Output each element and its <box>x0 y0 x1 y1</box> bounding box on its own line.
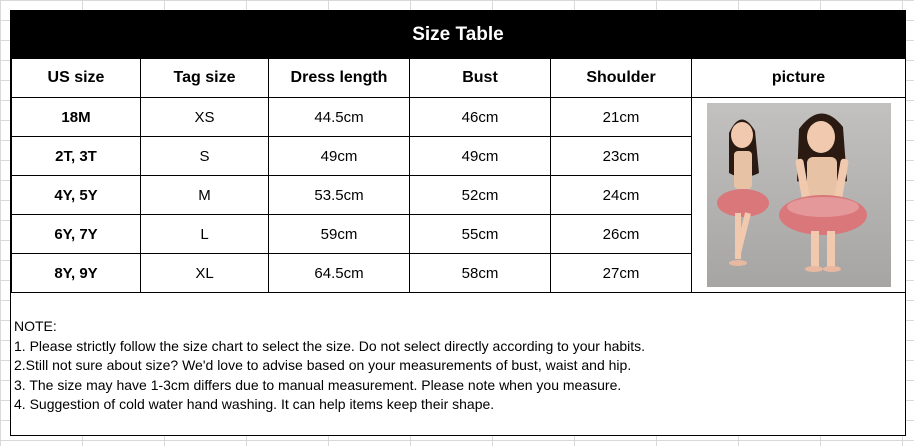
notes-section <box>14 317 645 415</box>
bust-cell: 55cm <box>410 215 551 254</box>
dress-length-cell: 44.5cm <box>269 98 410 137</box>
shoulder-cell: 21cm <box>551 98 692 137</box>
header-bust: Bust <box>410 59 551 98</box>
us-size-cell: 4Y, 5Y <box>12 176 141 215</box>
dress-length-cell: 49cm <box>269 137 410 176</box>
shoulder-cell: 26cm <box>551 215 692 254</box>
tag-size-cell: L <box>141 215 269 254</box>
bust-cell: 46cm <box>410 98 551 137</box>
note-item: 3. The size may have 1-3cm differs due to manual measurement. Please note when you measure. <box>14 376 622 393</box>
header-shoulder: Shoulder <box>551 59 692 98</box>
bust-cell: 52cm <box>410 176 551 215</box>
bust-cell: 49cm <box>410 137 551 176</box>
shoulder-cell: 23cm <box>551 137 692 176</box>
dress-length-cell: 53.5cm <box>269 176 410 215</box>
size-table-sheet <box>10 10 906 436</box>
dress-length-cell: 64.5cm <box>269 254 410 293</box>
table-title: Size Table <box>11 11 905 58</box>
table-row <box>12 98 906 137</box>
header-row <box>12 59 906 98</box>
header-tag-size: Tag size <box>141 59 269 98</box>
shoulder-cell: 24cm <box>551 176 692 215</box>
us-size-cell: 18M <box>12 98 141 137</box>
shoulder-cell: 27cm <box>551 254 692 293</box>
product-photo <box>707 103 891 287</box>
tag-size-cell: S <box>141 137 269 176</box>
bust-cell: 58cm <box>410 254 551 293</box>
picture-cell <box>692 98 906 293</box>
us-size-cell: 8Y, 9Y <box>12 254 141 293</box>
dress-length-cell: 59cm <box>269 215 410 254</box>
us-size-cell: 6Y, 7Y <box>12 215 141 254</box>
header-us-size: US size <box>12 59 141 98</box>
header-picture: picture <box>692 59 906 98</box>
note-item: 2.Still not sure about size? We'd love to advise based on your measurements of bust, waist and hip. <box>14 357 632 373</box>
header-dress-length: Dress length <box>269 59 410 98</box>
note-item: 4. Suggestion of cold water hand washing. It can help items keep their shape. <box>14 396 495 412</box>
tag-size-cell: M <box>141 176 269 215</box>
tag-size-cell: XL <box>141 254 269 293</box>
notes-heading: NOTE: <box>14 318 57 334</box>
us-size-cell: 2T, 3T <box>12 137 141 176</box>
size-table <box>11 58 906 293</box>
note-item: 1. Please strictly follow the size chart to select the size. Do not select directly according to your habits. <box>14 337 646 354</box>
tag-size-cell: XS <box>141 98 269 137</box>
